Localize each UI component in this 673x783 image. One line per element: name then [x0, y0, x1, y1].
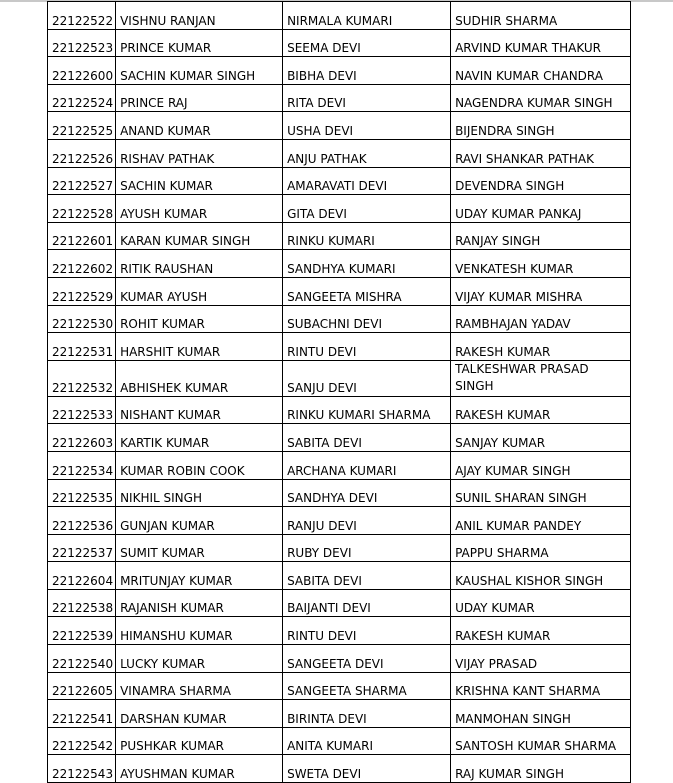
mother-name-cell: USHA DEVI	[283, 112, 451, 140]
father-name-cell: RAMBHAJAN YADAV	[451, 305, 631, 333]
father-name-cell: RANJAY SINGH	[451, 222, 631, 250]
student-table	[47, 1, 631, 783]
mother-name-cell: RINKU KUMARI	[283, 222, 451, 250]
table-row	[48, 333, 631, 361]
student-name-cell: NISHANT KUMAR	[116, 396, 283, 424]
table-row	[48, 250, 631, 278]
father-name-cell: MANMOHAN SINGH	[451, 700, 631, 728]
student-name-cell: PRINCE KUMAR	[116, 29, 283, 57]
roll-number-cell: 22122600	[48, 57, 116, 85]
student-name-cell: KARAN KUMAR SINGH	[116, 222, 283, 250]
table-row	[48, 360, 631, 396]
father-name-cell: RAVI SHANKAR PATHAK	[451, 139, 631, 167]
mother-name-cell: RITA DEVI	[283, 84, 451, 112]
mother-name-cell: SANJU DEVI	[283, 360, 451, 396]
table-row	[48, 112, 631, 140]
mother-name-cell: RINTU DEVI	[283, 333, 451, 361]
roll-number-cell: 22122532	[48, 360, 116, 396]
father-name-cell: RAKESH KUMAR	[451, 333, 631, 361]
student-name-cell: HARSHIT KUMAR	[116, 333, 283, 361]
roll-number-cell: 22122537	[48, 534, 116, 562]
table-row	[48, 645, 631, 673]
roll-number-cell: 22122540	[48, 645, 116, 673]
table-row	[48, 672, 631, 700]
roll-number-cell: 22122528	[48, 195, 116, 223]
student-name-cell: GUNJAN KUMAR	[116, 507, 283, 535]
mother-name-cell: BAIJANTI DEVI	[283, 589, 451, 617]
table-row	[48, 700, 631, 728]
mother-name-cell: SANDHYA DEVI	[283, 479, 451, 507]
father-name-cell: UDAY KUMAR PANKAJ	[451, 195, 631, 223]
student-name-cell: AYUSHMAN KUMAR	[116, 755, 283, 783]
father-name-cell: TALKESHWAR PRASAD SINGH	[451, 360, 631, 396]
table-row	[48, 507, 631, 535]
father-name-cell: VENKATESH KUMAR	[451, 250, 631, 278]
roll-number-cell: 22122536	[48, 507, 116, 535]
roll-number-cell: 22122525	[48, 112, 116, 140]
student-name-cell: ANAND KUMAR	[116, 112, 283, 140]
student-name-cell: HIMANSHU KUMAR	[116, 617, 283, 645]
roll-number-cell: 22122535	[48, 479, 116, 507]
father-name-cell: DEVENDRA SINGH	[451, 167, 631, 195]
table-row	[48, 727, 631, 755]
table-row	[48, 479, 631, 507]
father-name-cell: AJAY KUMAR SINGH	[451, 451, 631, 479]
mother-name-cell: SANGEETA MISHRA	[283, 277, 451, 305]
mother-name-cell: RINTU DEVI	[283, 617, 451, 645]
father-name-cell: SUNIL SHARAN SINGH	[451, 479, 631, 507]
student-name-cell: KARTIK KUMAR	[116, 424, 283, 452]
mother-name-cell: SANGEETA SHARMA	[283, 672, 451, 700]
table-row	[48, 562, 631, 590]
roll-number-cell: 22122605	[48, 672, 116, 700]
mother-name-cell: ANJU PATHAK	[283, 139, 451, 167]
roll-number-cell: 22122534	[48, 451, 116, 479]
mother-name-cell: ARCHANA KUMARI	[283, 451, 451, 479]
table-row	[48, 305, 631, 333]
table-row	[48, 755, 631, 783]
student-name-cell: RITIK RAUSHAN	[116, 250, 283, 278]
table-row	[48, 139, 631, 167]
roll-number-cell: 22122603	[48, 424, 116, 452]
father-name-cell: RAKESH KUMAR	[451, 617, 631, 645]
mother-name-cell: ANITA KUMARI	[283, 727, 451, 755]
mother-name-cell: SABITA DEVI	[283, 424, 451, 452]
student-name-cell: RAJANISH KUMAR	[116, 589, 283, 617]
roll-number-cell: 22122524	[48, 84, 116, 112]
roll-number-cell: 22122522	[48, 2, 116, 30]
table-row	[48, 167, 631, 195]
mother-name-cell: SUBACHNI DEVI	[283, 305, 451, 333]
mother-name-cell: RINKU KUMARI SHARMA	[283, 396, 451, 424]
father-name-cell: ANIL KUMAR PANDEY	[451, 507, 631, 535]
roll-number-cell: 22122601	[48, 222, 116, 250]
student-name-cell: ROHIT KUMAR	[116, 305, 283, 333]
student-table-body	[48, 2, 631, 783]
father-name-cell: NAGENDRA KUMAR SINGH	[451, 84, 631, 112]
father-name-cell: ARVIND KUMAR THAKUR	[451, 29, 631, 57]
table-row	[48, 57, 631, 85]
mother-name-cell: SANGEETA DEVI	[283, 645, 451, 673]
father-name-cell: VIJAY KUMAR MISHRA	[451, 277, 631, 305]
roll-number-cell: 22122538	[48, 589, 116, 617]
mother-name-cell: NIRMALA KUMARI	[283, 2, 451, 30]
table-row	[48, 29, 631, 57]
mother-name-cell: RUBY DEVI	[283, 534, 451, 562]
student-name-cell: PRINCE RAJ	[116, 84, 283, 112]
mother-name-cell: GITA DEVI	[283, 195, 451, 223]
student-name-cell: MRITUNJAY KUMAR	[116, 562, 283, 590]
student-name-cell: KUMAR AYUSH	[116, 277, 283, 305]
student-name-cell: SACHIN KUMAR	[116, 167, 283, 195]
father-name-cell: KRISHNA KANT SHARMA	[451, 672, 631, 700]
father-name-cell: VIJAY PRASAD	[451, 645, 631, 673]
student-name-cell: VISHNU RANJAN	[116, 2, 283, 30]
father-name-cell: KAUSHAL KISHOR SINGH	[451, 562, 631, 590]
student-name-cell: PUSHKAR KUMAR	[116, 727, 283, 755]
table-row	[48, 2, 631, 30]
roll-number-cell: 22122542	[48, 727, 116, 755]
father-name-cell: SUDHIR SHARMA	[451, 2, 631, 30]
table-row	[48, 617, 631, 645]
student-name-cell: ABHISHEK KUMAR	[116, 360, 283, 396]
roll-number-cell: 22122530	[48, 305, 116, 333]
roll-number-cell: 22122602	[48, 250, 116, 278]
father-name-cell: BIJENDRA SINGH	[451, 112, 631, 140]
table-row	[48, 222, 631, 250]
table-row	[48, 396, 631, 424]
father-name-cell: SANTOSH KUMAR SHARMA	[451, 727, 631, 755]
roll-number-cell: 22122526	[48, 139, 116, 167]
student-name-cell: VINAMRA SHARMA	[116, 672, 283, 700]
table-row	[48, 277, 631, 305]
student-name-cell: LUCKY KUMAR	[116, 645, 283, 673]
mother-name-cell: SWETA DEVI	[283, 755, 451, 783]
father-name-cell: SANJAY KUMAR	[451, 424, 631, 452]
student-name-cell: SUMIT KUMAR	[116, 534, 283, 562]
table-row	[48, 195, 631, 223]
table-row	[48, 451, 631, 479]
roll-number-cell: 22122527	[48, 167, 116, 195]
roll-number-cell: 22122523	[48, 29, 116, 57]
roll-number-cell: 22122543	[48, 755, 116, 783]
student-name-cell: AYUSH KUMAR	[116, 195, 283, 223]
mother-name-cell: BIBHA DEVI	[283, 57, 451, 85]
student-name-cell: DARSHAN KUMAR	[116, 700, 283, 728]
roll-number-cell: 22122529	[48, 277, 116, 305]
roll-number-cell: 22122604	[48, 562, 116, 590]
table-row	[48, 84, 631, 112]
student-name-cell: KUMAR ROBIN COOK	[116, 451, 283, 479]
father-name-cell: RAJ KUMAR SINGH	[451, 755, 631, 783]
roll-number-cell: 22122541	[48, 700, 116, 728]
father-name-cell: RAKESH KUMAR	[451, 396, 631, 424]
mother-name-cell: BIRINTA DEVI	[283, 700, 451, 728]
table-row	[48, 589, 631, 617]
mother-name-cell: RANJU DEVI	[283, 507, 451, 535]
mother-name-cell: AMARAVATI DEVI	[283, 167, 451, 195]
mother-name-cell: SANDHYA KUMARI	[283, 250, 451, 278]
mother-name-cell: SEEMA DEVI	[283, 29, 451, 57]
roll-number-cell: 22122531	[48, 333, 116, 361]
student-name-cell: NIKHIL SINGH	[116, 479, 283, 507]
father-name-cell: PAPPU SHARMA	[451, 534, 631, 562]
student-name-cell: SACHIN KUMAR SINGH	[116, 57, 283, 85]
father-name-cell: UDAY KUMAR	[451, 589, 631, 617]
roll-number-cell: 22122533	[48, 396, 116, 424]
table-row	[48, 424, 631, 452]
student-name-cell: RISHAV PATHAK	[116, 139, 283, 167]
table-row	[48, 534, 631, 562]
father-name-cell: NAVIN KUMAR CHANDRA	[451, 57, 631, 85]
roll-number-cell: 22122539	[48, 617, 116, 645]
mother-name-cell: SABITA DEVI	[283, 562, 451, 590]
